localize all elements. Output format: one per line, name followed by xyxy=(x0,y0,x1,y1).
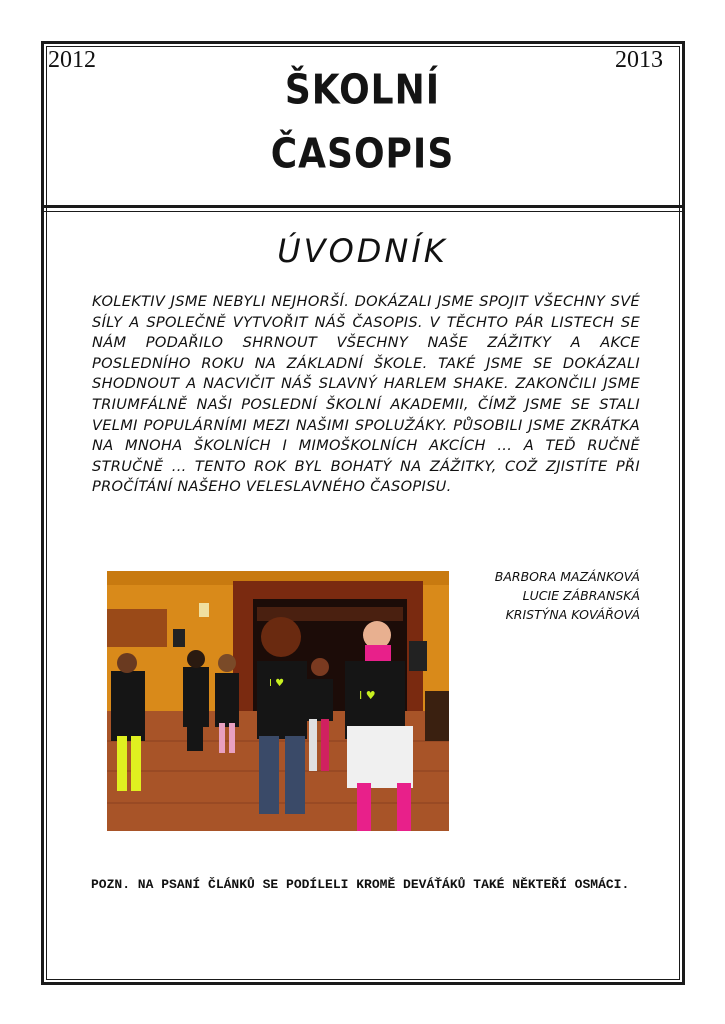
article-body: KOLEKTIV JSME NEBYLI NEJHORŠÍ. DOKÁZALI JSME SPOJIT VŠECHNY SVÉ SÍLY A SPOLEČNĚ VYTVOŘIT NÁŠ ČASOPIS. V TĚCHTO PÁR LISTECH SE NÁM PODAŘILO SHRNOUT VŠECHNY NAŠE ZÁŽITKY A AKCE POSLEDNÍHO ROKU NA ZÁKLADNÍ ŠKOLE. TAKÉ JSME SE DOKÁZALI SHODNOUT A NACVIČIT NÁŠ SLAVNÝ HARLEM SHAKE. ZAKONČILI JSME TRIUMFÁLNĚ NAŠI POSLEDNÍ ŠKOLNÍ AKADEMII, ČÍMŽ JSME SE STALI VELMI POPULÁRNÍMI MEZI NAŠIMI SPOLUŽÁKY. PŮSOBILI JSME ZKRÁTKA NA MNOHA ŠKOLNÍCH I MIMOŠKOLNÍCH AKCÍCH ... A TEĎ RUČNĚ STRUČNĚ ... TENTO ROK BYL BOHATÝ NA ZÁŽITKY, COŽ ZJISTÍTE PŘI PROČÍTÁNÍ NAŠEHO VELESLAVNÉHO ČASOPISU. xyxy=(92,293,640,496)
dance-photo xyxy=(107,571,449,831)
year-end: 2013 xyxy=(615,47,663,73)
author-name: LUCIE ZÁBRANSKÁ xyxy=(522,588,640,603)
header-divider xyxy=(44,205,682,208)
masthead-line-2: ČASOPIS xyxy=(270,130,455,179)
author-name: BARBORA MAZÁNKOVÁ xyxy=(494,569,640,584)
header-divider-thin xyxy=(44,211,682,212)
svg-text:I ♥: I ♥ xyxy=(269,678,285,689)
year-start: 2012 xyxy=(48,47,96,73)
author-name: KRISTÝNA KOVÁŘOVÁ xyxy=(505,607,640,622)
author-list xyxy=(440,567,640,624)
footnote: POZN. NA PSANÍ ČLÁNKŮ SE PODÍLELI KROMĚ DEVÁŤÁKŮ TAKÉ NĚKTEŘÍ OSMÁCI. xyxy=(91,877,630,892)
masthead-line-1: ŠKOLNÍ xyxy=(284,66,441,115)
svg-text:I ♥: I ♥ xyxy=(359,689,376,702)
article-title: ÚVODNÍK xyxy=(277,232,448,270)
page-border-inner xyxy=(46,46,680,980)
